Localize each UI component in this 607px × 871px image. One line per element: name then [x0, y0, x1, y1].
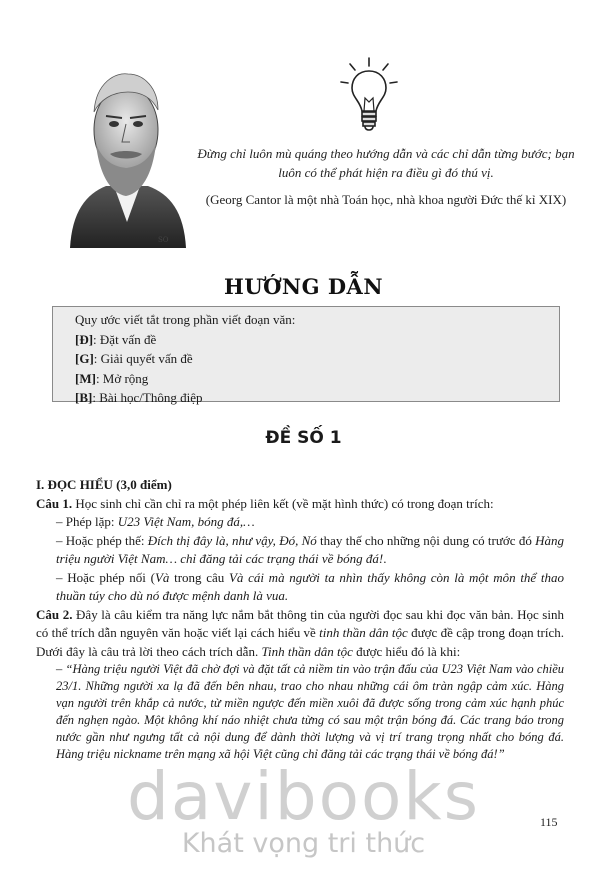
abbreviation-box	[52, 306, 560, 405]
bullet-example: U23 Việt Nam, bóng đá,…	[117, 514, 255, 529]
answer-bullet	[36, 513, 564, 532]
abbreviation-item	[75, 349, 559, 369]
bullet-example: Đích thị đây là, như vậy, Đó, Nó	[147, 532, 317, 548]
question-text: Đây là câu kiểm tra năng lực nắm bắt thông tin của người đọc sau khi đọc văn bản. Học sinh có thể trích dẫn nguyên văn hoặc viết lại cách hiểu về	[36, 606, 564, 640]
abbreviation-text: : Đặt vấn đề	[93, 331, 157, 347]
answer-body	[36, 476, 564, 763]
abbreviation-item	[75, 388, 559, 408]
answer-quote: – “Hàng triệu người Việt đã chờ đợi và đặt tất cả niềm tin vào trận đấu của U23 Việt Nam vào chiều 23/1. Những người xa lạ đã đến bên nhau, trao cho nhau những cái ôm tràn ngập cảm xúc. Hàng vạn người trên khắp cả nước, từ miền ngược đến miền xuôi đã được sống trong cảm xúc hạnh phúc đến nghẹn ngào. Một không khí náo nhiệt chưa từng có sau một trận bóng đá. Các trang báo trong nước gần như ngưng tất cả nội dung để dành thời lượng và vị trí trang trọng nhất cho bóng đá. Hàng triệu nickname trên mạng xã hội Việt cũng chỉ đăng tải các trạng thái về bóng đá!”	[56, 662, 564, 761]
abbreviation-item	[75, 330, 559, 350]
bullet-text: trong câu	[169, 569, 229, 585]
question-text: được đề cập trong đoạn trích. Dưới đây là câu trả lời theo cách trích dẫn.	[36, 625, 564, 659]
abbreviation-code: [M]	[75, 370, 96, 386]
question-2	[36, 606, 564, 662]
abbreviation-text: : Giải quyết vấn đề	[93, 351, 193, 366]
abbreviation-code: [G]	[75, 351, 94, 366]
bullet-example: Và cái mà người ta nhìn thấy không còn là một môn thể thao thuần túy cho dù nó được mệnh danh là vua.	[56, 569, 565, 603]
section-heading: I. ĐỌC HIỂU (3,0 điểm)	[36, 477, 172, 492]
bullet-text: – Phép lặp:	[56, 514, 118, 529]
bullet-example: Và	[154, 569, 170, 585]
bullet-text: – Hoặc phép thế:	[56, 532, 148, 548]
bullet-text: .	[383, 551, 387, 566]
question-emphasis: Tinh thần dân tộc	[261, 643, 353, 659]
bullet-text: – Hoặc phép nối (	[56, 569, 155, 585]
question-text: Học sinh chỉ cần chỉ ra một phép liên kết (về mặt hình thức) có trong đoạn trích:	[72, 495, 494, 511]
question-1	[36, 495, 564, 514]
abbreviation-intro: Quy ước viết tắt trong phần viết đoạn văn:	[75, 312, 296, 327]
quote-attribution: (Georg Cantor là một nhà Toán học, nhà khoa người Đức thế kỉ XIX)	[205, 192, 567, 207]
lightbulb-icon	[338, 56, 400, 136]
question-emphasis: tinh thần dân tộc	[319, 625, 408, 640]
bullet-text: thay thế cho những nội dung có trước đó	[316, 532, 536, 548]
motivational-quote: Đừng chỉ luôn mù quáng theo hướng dẫn và các chỉ dẫn từng bước; bạn luôn có thể phát hiện ra điều gì đó thú vị.	[197, 146, 575, 180]
abbreviation-code: [B]	[75, 390, 93, 405]
watermark-slogan: Khát vọng tri thức	[181, 828, 426, 859]
guide-heading: HƯỚNG DẪN	[223, 274, 384, 299]
watermark-brand: davibooks	[127, 758, 480, 835]
question-label: Câu 1.	[36, 495, 73, 511]
question-label: Câu 2.	[36, 606, 73, 622]
abbreviation-item	[75, 369, 559, 389]
page-number: 115	[540, 815, 558, 829]
georg-cantor-portrait	[66, 62, 188, 248]
answer-bullet	[36, 569, 564, 606]
abbreviation-text: : Mở rộng	[95, 370, 149, 386]
answer-bullet	[36, 532, 564, 569]
abbreviation-text: : Bài học/Thông điệp	[92, 390, 203, 405]
abbreviation-code: [Đ]	[75, 331, 94, 347]
svg-text:SO: SO	[158, 236, 169, 244]
exam-title: ĐỀ SỐ 1	[265, 428, 342, 448]
bullet-example: Hàng triệu người Việt Nam… chỉ đăng tải các trạng thái về bóng đá!	[56, 532, 564, 566]
question-text: được hiểu đó là khi:	[352, 643, 461, 659]
